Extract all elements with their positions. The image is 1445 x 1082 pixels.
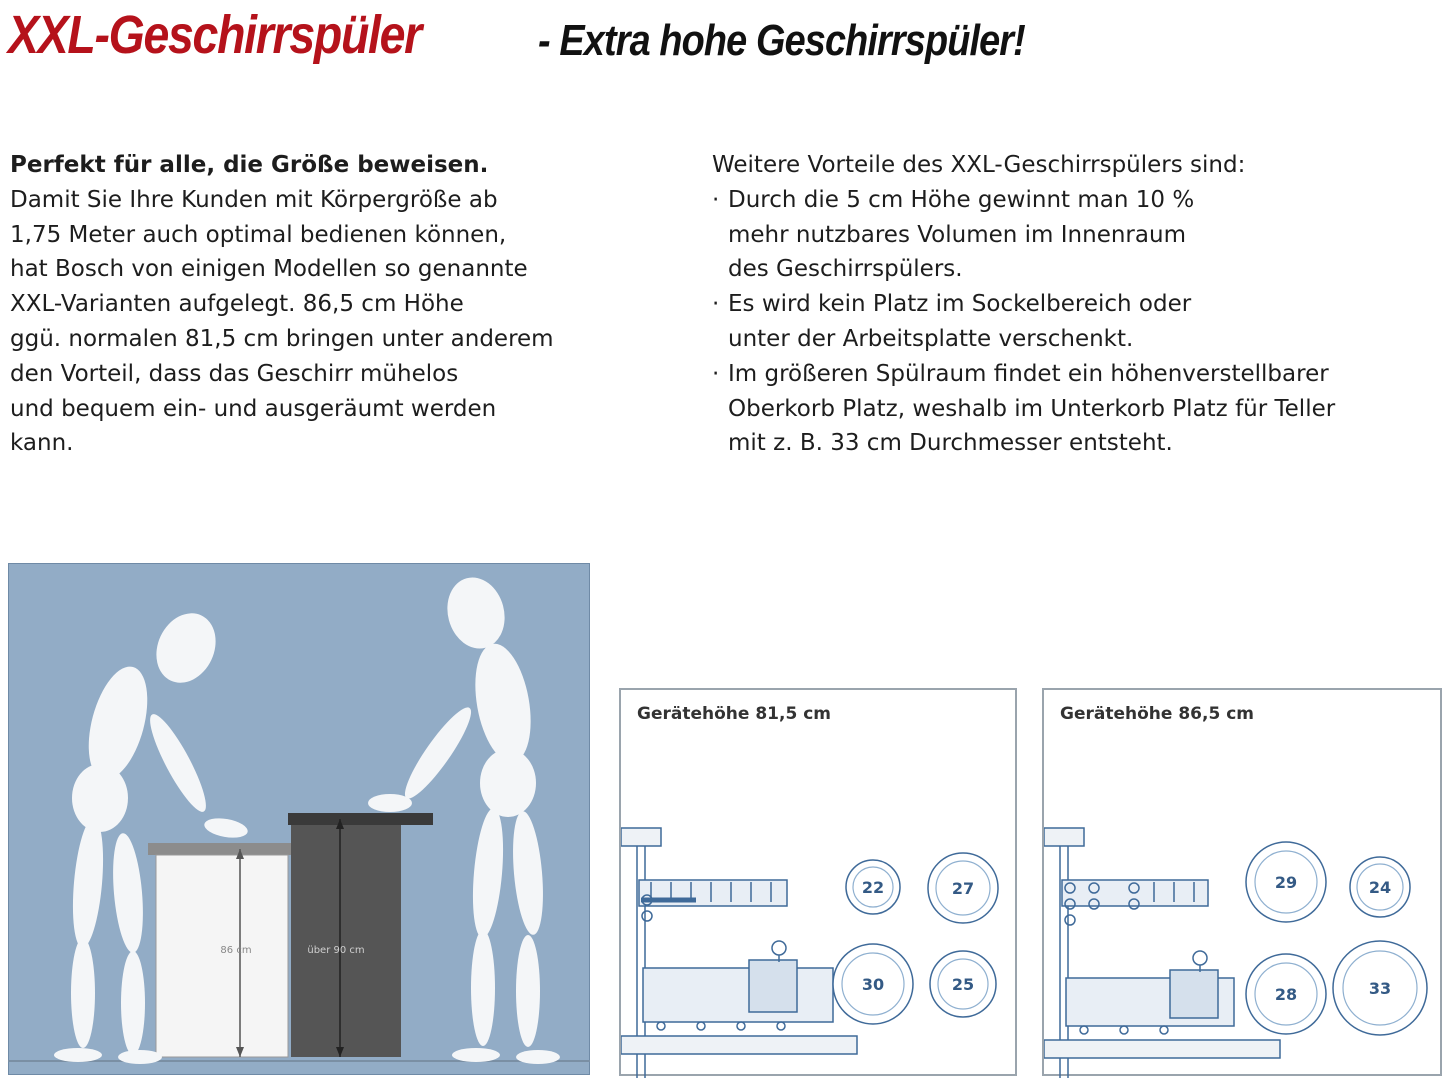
right-intro: Weitere Vorteile des XXL-Geschirrspülers sind: <box>712 152 1246 178</box>
svg-text:33: 33 <box>1368 979 1392 998</box>
left-line: den Vorteil, dass das Geschirr mühelos <box>10 360 459 387</box>
svg-text:27: 27 <box>951 879 975 898</box>
title-subtitle: - Extra hohe Geschirrspüler! <box>538 16 1025 65</box>
left-line: ggü. normalen 81,5 cm bringen unter anderem <box>10 325 554 352</box>
height-label-small: 86 cm <box>220 945 252 956</box>
advantage-line: des Geschirrspülers. <box>728 256 963 283</box>
advantage-line: Durch die 5 cm Höhe gewinnt man 10 % <box>728 186 1195 213</box>
plate-28 <box>1246 954 1326 1034</box>
advantage-line: mehr nutzbares Volumen im Innenraum <box>728 221 1186 248</box>
panel-height-86 <box>1042 688 1442 1076</box>
left-line: und bequem ein- und ausgeräumt werden <box>10 395 497 422</box>
svg-text:25: 25 <box>951 975 975 994</box>
plate-29 <box>1246 842 1326 922</box>
svg-text:22: 22 <box>861 878 885 897</box>
bullet-mark: · <box>712 186 720 213</box>
advantage-item <box>712 183 1432 287</box>
advantage-item <box>712 287 1432 357</box>
panel-height-81 <box>619 688 1017 1076</box>
plate-22 <box>846 860 900 914</box>
left-lead: Perfekt für alle, die Größe beweisen. <box>10 152 489 178</box>
advantage-line: Oberkorb Platz, weshalb im Unterkorb Platz für Teller <box>728 395 1336 422</box>
plate-25 <box>930 951 996 1017</box>
svg-text:24: 24 <box>1368 878 1392 897</box>
plate-30 <box>833 944 913 1024</box>
ergonomics-illustration <box>8 563 590 1075</box>
dishwasher-diagram-81 <box>621 690 1019 1078</box>
advantage-item <box>712 357 1432 461</box>
svg-text:29: 29 <box>1274 873 1298 892</box>
left-text-column <box>10 148 650 461</box>
panel-label: Gerätehöhe 81,5 cm <box>637 704 831 724</box>
plate-27 <box>928 853 998 923</box>
title-xxl: XXL-Geschirrspüler <box>8 5 421 65</box>
advantage-line: Es wird kein Platz im Sockelbereich oder <box>728 291 1192 318</box>
dishwasher-small <box>148 843 293 1057</box>
left-line: XXL-Varianten aufgelegt. 86,5 cm Höhe <box>10 291 464 318</box>
svg-text:30: 30 <box>861 975 885 994</box>
svg-text:28: 28 <box>1274 985 1298 1004</box>
advantage-line: unter der Arbeitsplatte verschenkt. <box>728 325 1134 352</box>
plate-24 <box>1350 857 1410 917</box>
left-line: kann. <box>10 430 74 457</box>
plate-33 <box>1333 941 1427 1035</box>
page-header <box>8 4 1025 66</box>
panel-label: Gerätehöhe 86,5 cm <box>1060 704 1254 724</box>
left-line: Damit Sie Ihre Kunden mit Körpergröße ab <box>10 186 498 213</box>
height-label-tall: über 90 cm <box>307 945 365 956</box>
dishwasher-diagram-86 <box>1044 690 1444 1078</box>
bullet-mark: · <box>712 291 720 318</box>
bullet-mark: · <box>712 360 720 387</box>
advantage-line: mit z. B. 33 cm Durchmesser entsteht. <box>728 430 1173 457</box>
left-line: 1,75 Meter auch optimal bedienen können, <box>10 221 507 248</box>
right-text-column <box>712 148 1432 461</box>
advantage-line: Im größeren Spülraum findet ein höhenverstellbarer <box>728 360 1329 387</box>
left-line: hat Bosch von einigen Modellen so genannte <box>10 256 528 283</box>
